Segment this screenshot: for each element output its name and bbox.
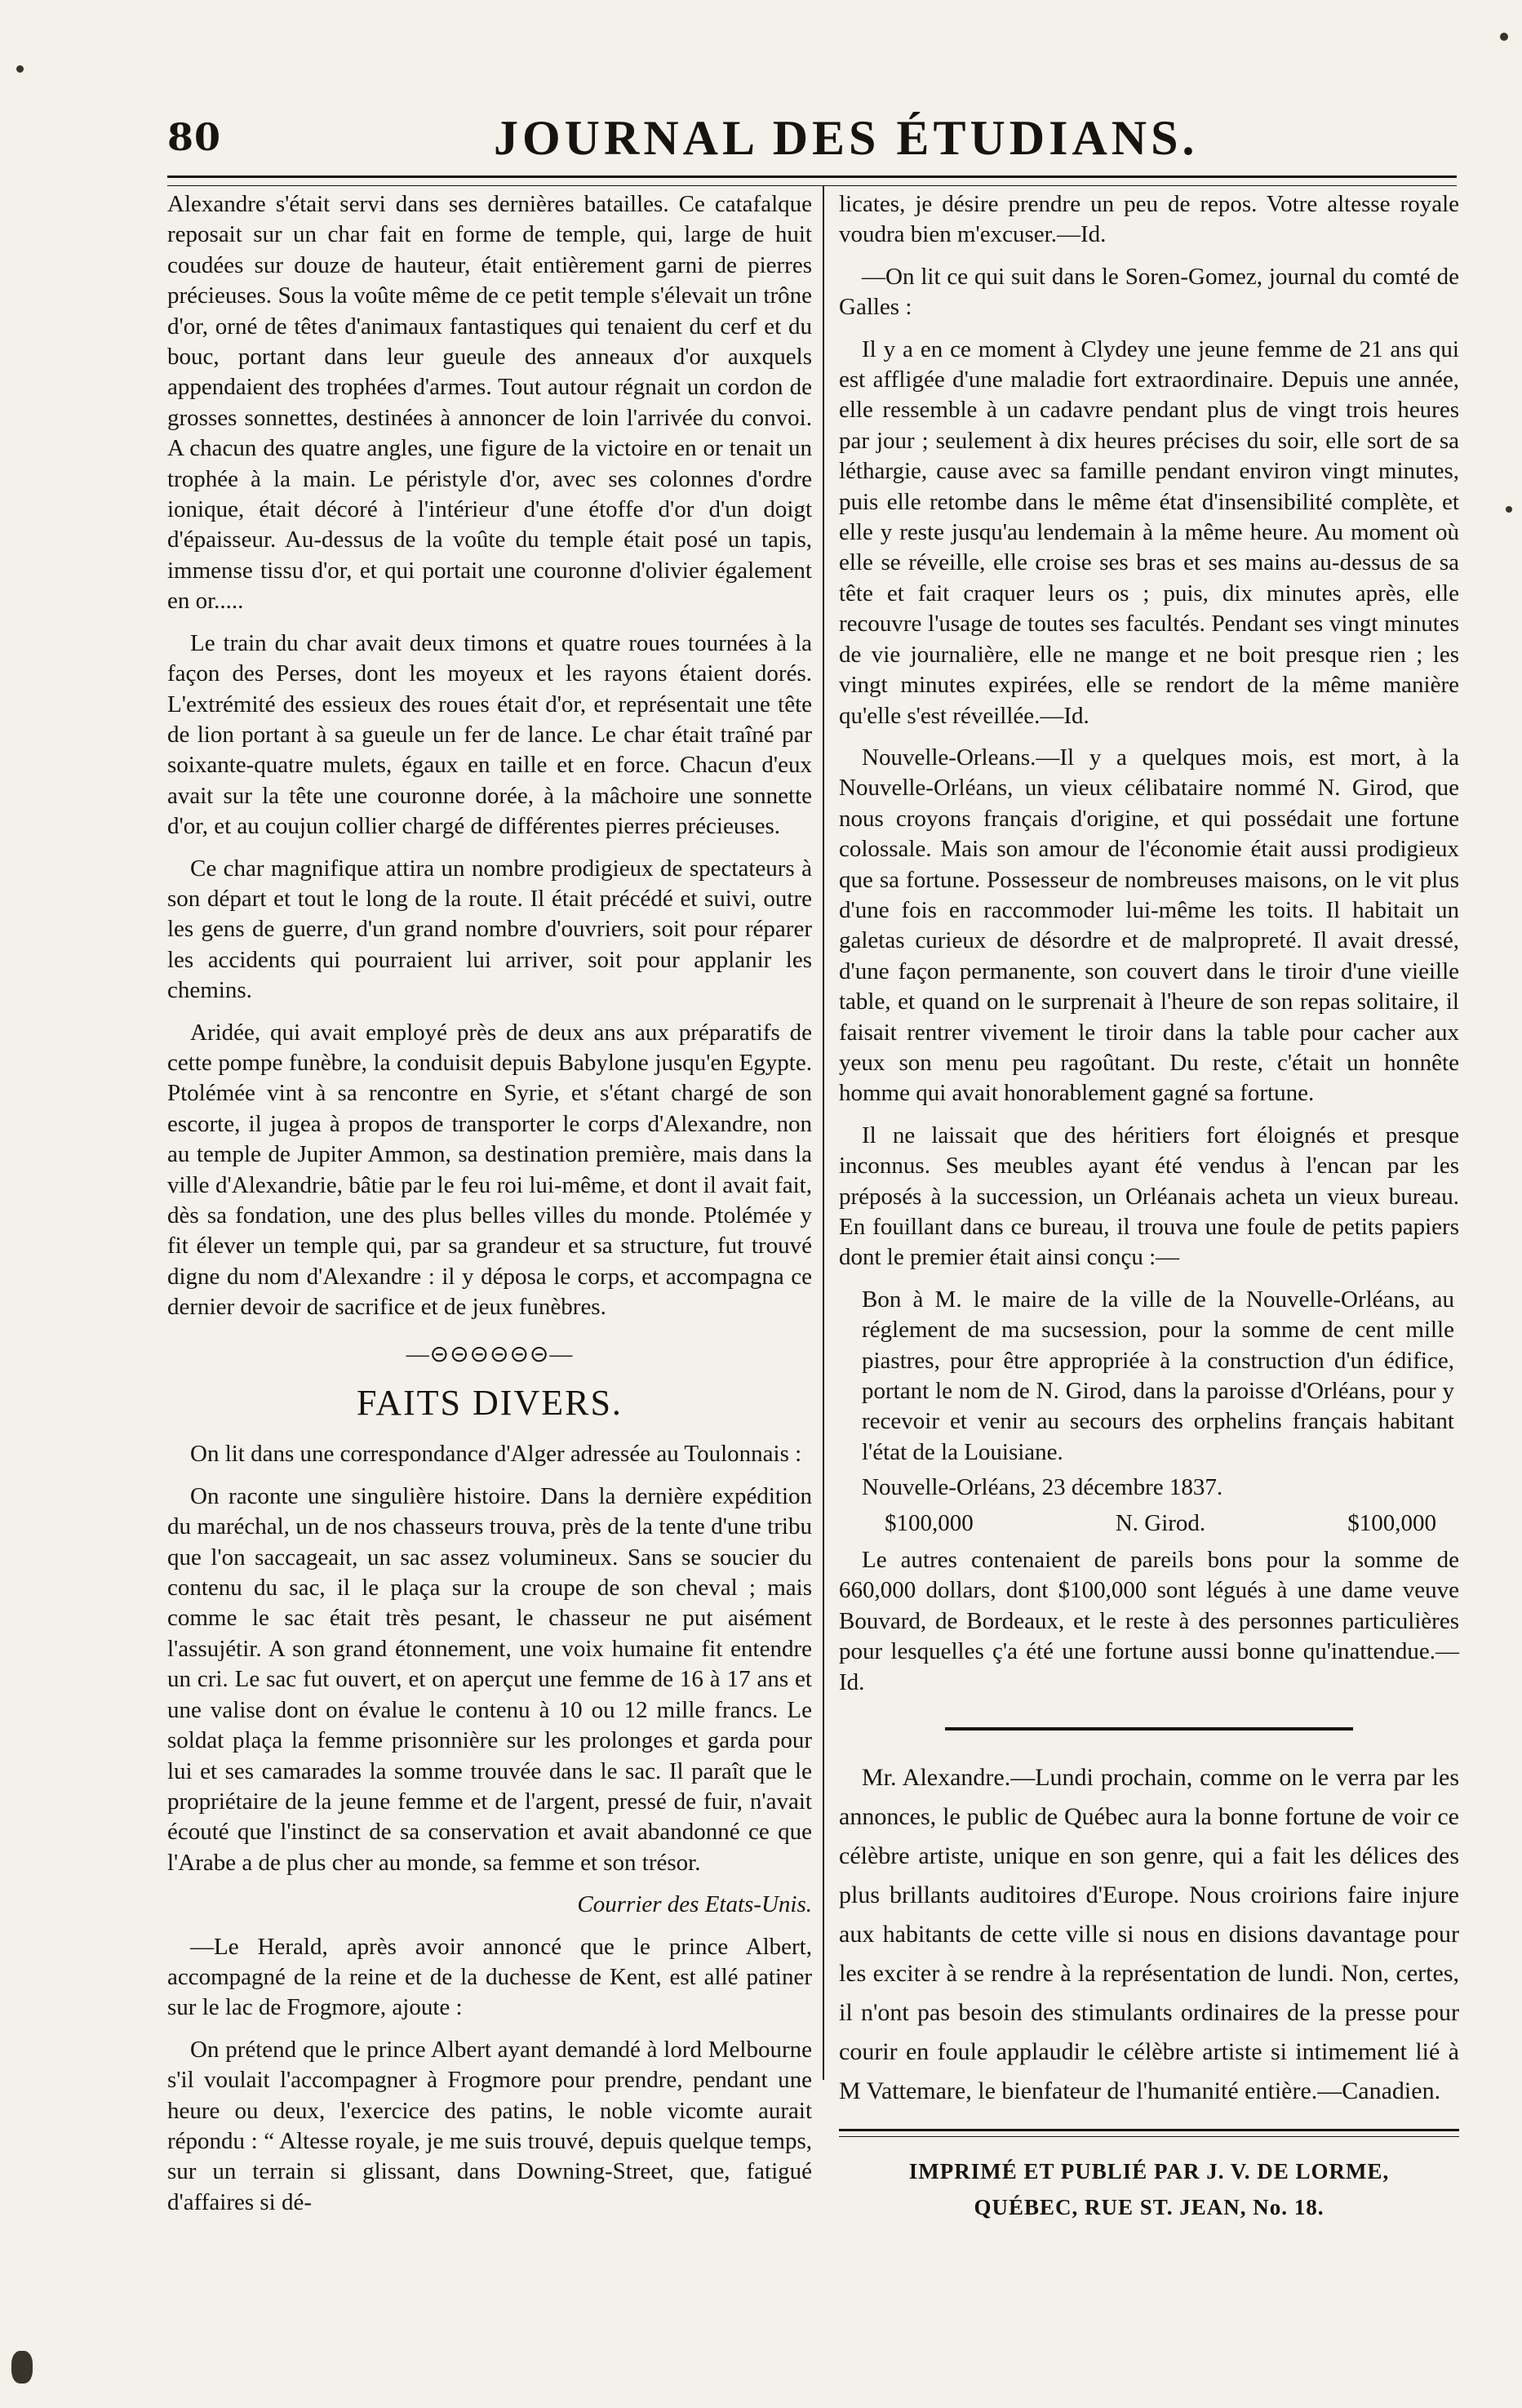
bon-amount-left: $100,000 [885,1509,974,1536]
article-paragraph-3: Ce char magnifique attira un nombre prodigieux de spectateurs à son départ et tout le long de la route. Il était précédé et suivi, outre les gens de guerre, d'un grand nombre d'ouvriers, soit pour réparer les accidents qui pourraient lui arriver, soit pour applanir les chemins. [167,855,812,1004]
faits-intro: On lit dans une correspondance d'Alger adressée au Toulonnais : [190,1441,802,1468]
journal-title: JOURNAL DES ÉTUDIANS. [494,111,1199,165]
page-header [167,110,1440,175]
bon-document [839,1285,1459,1539]
article-paragraph-4: Aridée, qui avait employé près de deux ans aux préparatifs de cette pompe funèbre, la conduisit depuis Babylone jusqu'en Egypte. Ptolémée vint à sa rencontre en Syrie, et s'étant chargé de son escorte, il jugea à propos de transporter le corps d'Alexandre, non au temple de Jupiter Ammon, sa destination première, mais dans la ville d'Alexandrie, bâtie par le feu roi lui-même, et dont il avait fait, dès sa fondation, une des plus belles villes du monde. Ptolémée y fit élever un temple qui, par sa grandeur et sa structure, fut trouvé digne du nom d'Alexandre : il y déposa le corps, et accompagna ce dernier devoir de sacrifice et de jeux funèbres. [167,1019,812,1321]
soren-story: Il y a en ce moment à Clydey une jeune femme de 21 ans qui est affligée d'une maladie fort extraordinaire. Depuis une année, elle ressemble à un cadavre pendant plus de vingt trois heures par jour ; seulement à dix heures précises du soir, elle sort de sa léthargie, cause avec sa famille pendant environ vingt minutes, puis elle retombe dans le même état d'insensibilité complète, et elle y reste jusqu'au lendemain à la même heure. Au moment où elle se réveille, elle croise ses bras et ses mains au-dessus de sa tête et fait craquer leurs os ; puis, dix minutes après, elle recouvre l'usage de toutes ses facultés. Pendant ses vingt minutes de vie journalière, elle ne mange et ne boit presque rien ; les vingt minutes expirées, elle se rendort de la même manière qu'elle s'est réveillée.—Id. [839,335,1459,729]
bon-amount-right: $100,000 [1347,1509,1436,1536]
bon-date: Nouvelle-Orléans, 23 décembre 1837. [862,1474,1223,1501]
left-column [167,189,812,2229]
bon-text: Bon à M. le maire de la ville de la Nouvelle-Orléans, au réglement de ma sucsession, pour la somme de cent mille piastres, pour être appropriée à la construction d'un édifice, portant le nom de N. Girod, dans la paroisse d'Orléans, pour y recevoir et venir au secours des orphelins français habitant l'état de la Louisiane. [862,1286,1454,1465]
section-title: FAITS DIVERS. [357,1383,623,1424]
faits-story: On raconte une singulière histoire. Dans la dernière expédition du maréchal, un de nos chasseurs trouva, près de la tente d'une tribu que l'on saccageait, un sac assez volumineux. Sans se soucier du contenu du sac, il le plaça sur la croupe de son cheval ; mais comme le sac était très pesant, le chasseur ne put aisément l'assujétir. A son grand étonnement, une voix humaine fit entendre un cri. Le sac fut ouvert, et on aperçut une femme de 16 à 17 ans et une valise dont on évalue le contenu à 10 ou 12 mille francs. Le soldat plaça la femme prisonnière sur les prolonges et garda pour lui et ses camarades la somme trouvée dans le sac. Il paraît que le propriétaire de la jeune femme et de l'argent, pressé de fuir, n'avait écouté que l'instinct de sa conservation et avait abandonné ce que l'Arabe a de plus cher au monde, sa femme et son trésor. [167,1482,812,1876]
article-paragraph-1: Alexandre s'était servi dans ses dernières batailles. Ce catafalque reposait sur un char fait en forme de temple, qui, large de huit coudées sur douze de hauteur, était entièrement garni de pierres précieuses. Sous la voûte même de ce petit temple s'élevait un trône d'or, orné de têtes d'animaux fantastiques qui tenaient du cerf et du bouc, portant dans leur gueule des anneaux d'or auxquels appendaient des trophées d'armes. Tout autour régnait un cordon de grosses sonnettes, destinées à annoncer de loin l'arrivée du convoi. A chacun des quatre angles, une figure de la victoire en or tenait un trophée à la main. Le péristyle d'or, avec ses colonnes d'ordre ionique, était décoré à l'intérieur d'une étoffe d'or d'un doigt d'épaisseur. Au-dessus de la voûte du temple était posé un tapis, immense tissu d'or, et qui portait une couronne d'olivier également en or..... [167,191,812,615]
article-paragraph-2: Le train du char avait deux timons et quatre roues tournées à la façon des Perses, dont les moyeux et les rayons étaient dorés. L'extrémité des essieux des roues était d'or, et représentait une tête de lion portant à sa gueule un fer de lance. Le char était traîné par soixante-quatre mulets, égaux en taille et en force. Chacun d'eux avait sur la tête une couronne dorée, à la mâchoire une sonnette d'or, et au coujun collier chargé de différentes pierres précieuses. [167,629,812,840]
bon-amounts-row [862,1508,1454,1539]
bon-signature: N. Girod. [1115,1509,1206,1536]
scan-speck [1500,33,1508,41]
notice-text: Mr. Alexandre.—Lundi prochain, comme on le verra par les annonces, le public de Québec aura la bonne fortune de voir ce célèbre artiste, unique en son genre, qui a fait les délices des plus brillants auditoires d'Europe. Nous croirions faire injure aux habitants de cette ville si nous en disions davantage pour les exciter à se rendre à la représentation de lundi. Non, certes, il n'ont pas besoin des stimulants ordinaires de la presse pour courir en foule applaudir le célèbre artiste si intimement lié à M Vattemare, le bienfateur de l'humanité entière.—Canadien. [839,1764,1459,2105]
scan-speck [16,65,24,73]
section-ornament: —⊝⊝⊝⊝⊝⊝— [406,1341,574,1367]
right-column [839,189,1459,2225]
column-divider [823,186,824,2080]
imprint-line-1: IMPRIMÉ ET PUBLIÉ PAR J. V. DE LORME, [908,2159,1390,2184]
faits-signoff: Courrier des Etats-Unis. [577,1891,812,1918]
scan-speck [1506,506,1512,513]
herald-intro: —Le Herald, après avoir annoncé que le prince Albert, accompagné de la reine et de la duchesse de Kent, est allé patiner sur le lac de Frogmore, ajoute : [167,1933,812,2021]
soren-intro: —On lit ce qui suit dans le Soren-Gomez, journal du comté de Galles : [839,263,1459,321]
scan-speck [11,2351,33,2384]
herald-story: On prétend que le prince Albert ayant demandé à lord Melbourne s'il voulait l'accompagner à Frogmore pour prendre, pendant une heure ou deux, l'exercice des patins, le noble vicomte aurait répondu : “ Altesse royale, je me suis trouvé, depuis quelque temps, sur un terrain si glissant, dans Downing-Street, que, fatigué d'affaires si dé- [167,2036,812,2215]
notice-rule [945,1727,1353,1730]
page-number: 80 [167,115,222,159]
imprint-line-2: QUÉBEC, RUE ST. JEAN, No. 18. [974,2195,1325,2220]
heritiers-paragraph: Il ne laissait que des héritiers fort éloignés et presque inconnus. Ses meubles ayant été vendus à l'encan par les préposés à la succession, un Orléanais acheta un vieux bureau. En fouillant dans ce bureau, il trouva une foule de petits papiers dont le premier était ainsi conçu :— [839,1122,1459,1271]
autres-paragraph: Le autres contenaient de pareils bons pour la somme de 660,000 dollars, dont $100,000 sont légués à une dame veuve Bouvard, de Bordeaux, et le reste à des personnes particulières pour lesquelles ç'a été une fortune aussi bonne qu'inattendue.—Id. [839,1547,1459,1695]
nouvelle-orleans-article: Nouvelle-Orleans.—Il y a quelques mois, est mort, à la Nouvelle-Orléans, un vieux célibataire nommé N. Girod, que nous croyons français d'origine, et qui possédait une fortune colossale. Mais son amour de l'économie était aussi prodigieux que sa fortune. Possesseur de nombreuses maisons, on le vit plus d'une fois en raccommoder lui-même les toits. Il habitait un galetas curieux de désordre et de malpropreté. Il avait dressé, d'une façon permanente, son couvert dans le tiroir d'une vieille table, et quand on le surprenait à l'heure de son repas solitaire, il faisait rentrer vivement le tiroir dans la table pour cacher aux yeux son menu peu ragoûtant. Du reste, c'était un honnête homme qui avait honorablement gagné sa fortune. [839,744,1459,1107]
header-rule [167,175,1457,186]
imprint-rule [839,2129,1459,2137]
herald-continuation: licates, je désire prendre un peu de repos. Votre altesse royale voudra bien m'excuser.—Id. [839,191,1459,248]
alexandre-notice [839,1758,1459,2111]
